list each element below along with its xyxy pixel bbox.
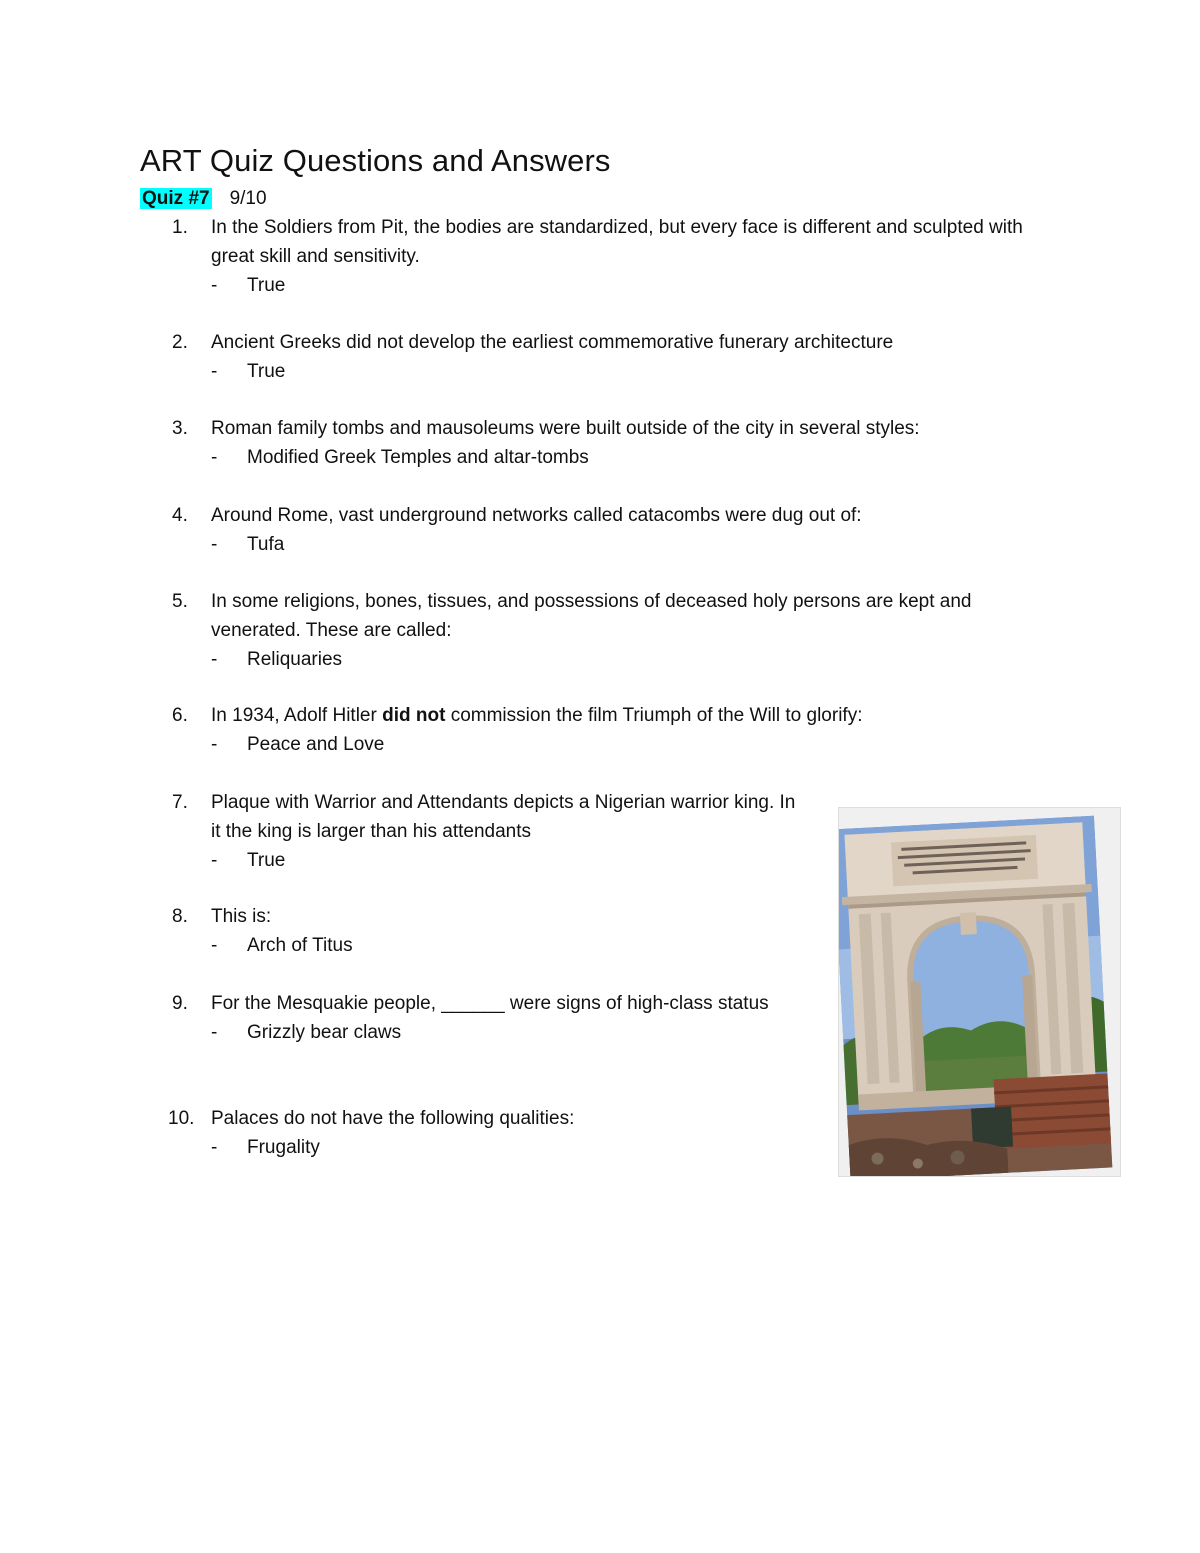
answer-text: Reliquaries bbox=[247, 649, 343, 670]
answer-text: Grizzly bear claws bbox=[247, 1022, 402, 1043]
answer-dash: - bbox=[211, 935, 218, 956]
answer-dash: - bbox=[211, 649, 218, 670]
answer-dash: - bbox=[211, 534, 218, 555]
quiz-label: Quiz #7 bbox=[142, 188, 210, 209]
question-number: 8. bbox=[172, 906, 188, 927]
question-text: For the Mesquakie people, ______ were signs of high-class status bbox=[211, 993, 769, 1014]
question-item bbox=[172, 501, 1032, 559]
answer-line bbox=[211, 1133, 802, 1162]
page-title: ART Quiz Questions and Answers bbox=[140, 143, 611, 178]
question-item bbox=[172, 788, 802, 875]
question-number: 2. bbox=[172, 332, 188, 353]
question-item bbox=[168, 1104, 802, 1162]
question-number: 5. bbox=[172, 591, 188, 612]
quiz-header bbox=[140, 188, 267, 210]
question-text: This is: bbox=[211, 906, 272, 927]
answer-text: Tufa bbox=[247, 534, 285, 555]
question-item bbox=[172, 902, 802, 960]
answer-text: Peace and Love bbox=[247, 734, 385, 755]
question-number: 7. bbox=[172, 792, 188, 813]
answer-dash: - bbox=[211, 1137, 218, 1158]
question-number: 1. bbox=[172, 217, 188, 238]
answer-dash: - bbox=[211, 361, 218, 382]
quiz-score: 9/10 bbox=[229, 188, 267, 209]
question-number: 6. bbox=[172, 705, 188, 726]
answer-line bbox=[211, 846, 802, 875]
question-item bbox=[172, 701, 1032, 759]
answer-dash: - bbox=[211, 447, 218, 468]
answer-dash: - bbox=[211, 850, 218, 871]
question-text: In the Soldiers from Pit, the bodies are standardized, but every face is different and sculpted with great skill and sensitivity. bbox=[211, 217, 1023, 267]
answer-line bbox=[211, 1018, 802, 1047]
answer-text: True bbox=[247, 275, 286, 296]
answer-line bbox=[211, 530, 1032, 559]
question-item bbox=[172, 587, 1032, 674]
question-item bbox=[172, 414, 1032, 472]
answer-text: Modified Greek Temples and altar-tombs bbox=[247, 447, 589, 468]
question-text: Around Rome, vast underground networks called catacombs were dug out of: bbox=[211, 505, 862, 526]
answer-line bbox=[211, 271, 1032, 300]
answer-text: True bbox=[247, 361, 286, 382]
answer-text: True bbox=[247, 850, 286, 871]
question-text: Ancient Greeks did not develop the earliest commemorative funerary architecture bbox=[211, 332, 894, 353]
question-number: 4. bbox=[172, 505, 188, 526]
question-number: 9. bbox=[172, 993, 188, 1014]
question-item bbox=[172, 328, 1032, 386]
question-number: 10. bbox=[168, 1108, 195, 1129]
question-text: Roman family tombs and mausoleums were built outside of the city in several styles: bbox=[211, 418, 920, 439]
answer-dash: - bbox=[211, 734, 218, 755]
question-number: 3. bbox=[172, 418, 188, 439]
answer-dash: - bbox=[211, 275, 218, 296]
answer-line bbox=[211, 931, 802, 960]
question-text: In some religions, bones, tissues, and possessions of deceased holy persons are kept and venerated. These are called: bbox=[211, 591, 972, 641]
question-text: Palaces do not have the following qualities: bbox=[211, 1108, 575, 1129]
question-text-part: commission the film Triumph of the Will to glorify: bbox=[445, 705, 863, 726]
answer-text: Frugality bbox=[247, 1137, 320, 1158]
question-text: Plaque with Warrior and Attendants depicts a Nigerian warrior king. In it the king is larger than his attendants bbox=[211, 792, 796, 842]
answer-dash: - bbox=[211, 1022, 218, 1043]
question-text bbox=[211, 701, 1032, 730]
answer-line bbox=[211, 357, 1032, 386]
arch-photo-graphic bbox=[839, 808, 1121, 1177]
question-item bbox=[172, 213, 1032, 300]
question-text-part: In 1934, Adolf Hitler bbox=[211, 705, 383, 726]
answer-text: Arch of Titus bbox=[247, 935, 353, 956]
answer-line bbox=[211, 443, 1032, 472]
question-item bbox=[172, 989, 802, 1047]
arch-of-titus-photo bbox=[838, 807, 1121, 1177]
answer-line bbox=[211, 645, 1032, 674]
question-text-emphasis: did not bbox=[382, 705, 446, 726]
answer-line bbox=[211, 730, 1032, 759]
